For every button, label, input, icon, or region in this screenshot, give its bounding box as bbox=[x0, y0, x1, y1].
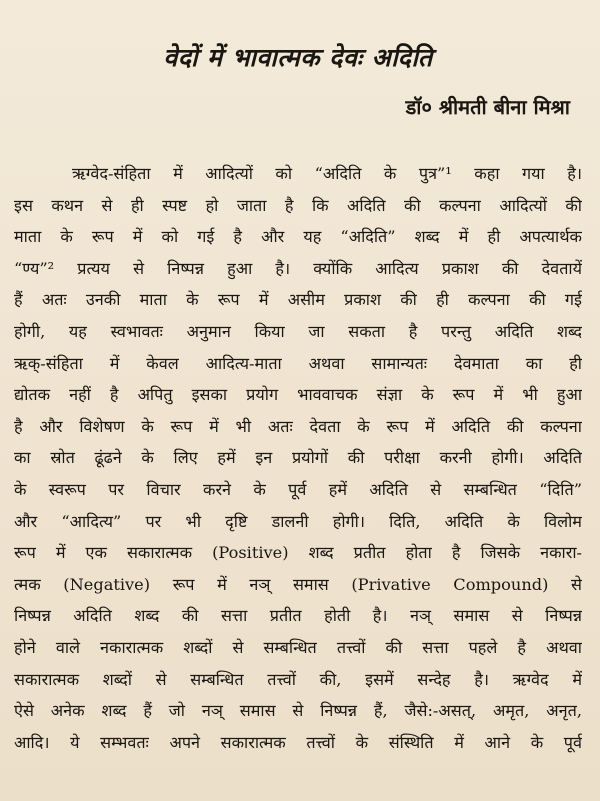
body-line: रूप में एक सकारात्मक (Positive) शब्द प्रतीत होता है जिसके नकारा- bbox=[14, 543, 582, 563]
article-body bbox=[14, 158, 582, 758]
body-line: हैं अतः उनकी माता के रूप में असीम प्रकाश की ही कल्पना की गई bbox=[14, 290, 582, 310]
body-line: होने वाले नकारात्मक शब्दों से सम्बन्धित तत्त्वों की सत्ता पहले है अथवा bbox=[14, 637, 582, 657]
body-line: है और विशेषण के रूप में भी अतः देवता के रूप में अदिति की कल्पना bbox=[14, 416, 582, 436]
body-line: “ण्य”² प्रत्यय से निष्पन्न हुआ है। क्योंकि आदित्य प्रकाश की देवतायें bbox=[14, 258, 582, 278]
body-line: और “आदित्य” पर भी दृष्टि डालनी होगी। दिति, अदिति के विलोम bbox=[14, 511, 582, 531]
body-line: निष्पन्न अदिति शब्द की सत्ता प्रतीत होती है। नञ् समास से निष्पन्न bbox=[14, 606, 582, 626]
body-line: द्योतक नहीं है अपितु इसका प्रयोग भाववाचक संज्ञा के रूप में भी हुआ bbox=[14, 385, 582, 405]
body-line: ऋग्वेद-संहिता में आदित्यों को “अदिति के पुत्र”¹ कहा गया है। bbox=[72, 164, 582, 183]
author-name: डॉ० श्रीमती बीना मिश्रा bbox=[405, 95, 570, 119]
body-line: माता के रूप में को गई है और यह “अदिति” शब्द में ही अपत्यार्थक bbox=[14, 227, 582, 247]
body-line: आदि। ये सम्भवतः अपने सकारात्मक तत्त्वों के संस्थिति में आने के पूर्व bbox=[14, 732, 582, 752]
body-line: ऋक्-संहिता में केवल आदित्य-माता अथवा सामान्यतः देवमाता का ही bbox=[14, 353, 582, 373]
article-title: वेदों में भावात्मक देवः अदिति bbox=[163, 43, 433, 72]
body-line: का स्रोत ढूंढने के लिए हमें इन प्रयोगों की परीक्षा करनी होगी। अदिति bbox=[14, 448, 582, 468]
body-line: होगी, यह स्वभावतः अनुमान किया जा सकता है परन्तु अदिति शब्द bbox=[14, 321, 582, 341]
body-line: सकारात्मक शब्दों से सम्बन्धित तत्त्वों की, इसमें सन्देह है। ऋग्वेद में bbox=[14, 669, 582, 689]
body-line: त्मक (Negative) रूप में नञ् समास (Privative Compound) से bbox=[14, 574, 582, 594]
body-line: इस कथन से ही स्पष्ट हो जाता है कि अदिति की कल्पना आदित्यों की bbox=[14, 195, 582, 215]
body-line: ऐसे अनेक शब्द हैं जो नञ् समास से निष्पन्न हैं, जैसे:-असत्, अमृत, अनृत, bbox=[14, 701, 582, 721]
body-line: के स्वरूप पर विचार करने के पूर्व हमें अदिति से सम्बन्धित “दिति” bbox=[14, 479, 582, 499]
